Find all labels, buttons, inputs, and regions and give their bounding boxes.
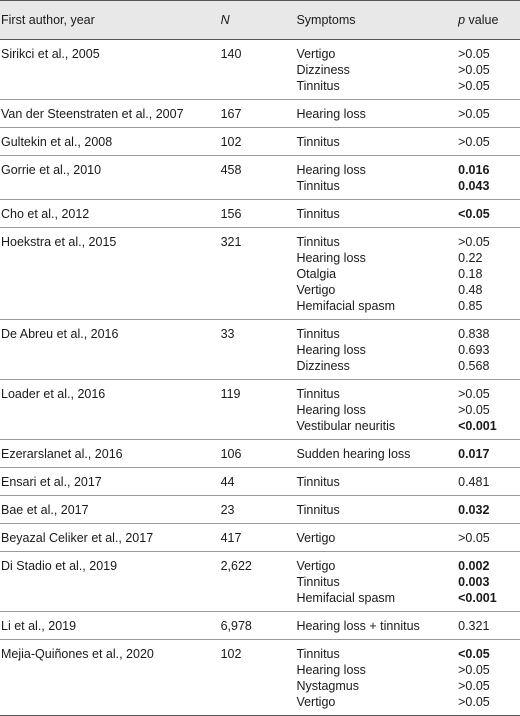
- p-value-cell: [458, 646, 520, 710]
- symptom-text: Tinnitus: [296, 503, 340, 517]
- table-row: [0, 228, 520, 320]
- symptoms-cell: [296, 162, 458, 194]
- header-p-italic: p: [458, 13, 466, 27]
- table-row: [0, 524, 520, 552]
- table-row: [0, 320, 520, 380]
- symptom-text: Tinnitus: [296, 135, 340, 149]
- n-cell: 44: [220, 475, 235, 489]
- symptom-text: Hearing loss: [296, 663, 366, 677]
- table-row: [0, 40, 520, 100]
- n-cell: 458: [220, 163, 242, 177]
- p-value-cell: [458, 558, 520, 606]
- symptom-text: Tinnitus: [296, 575, 340, 589]
- p-value-text: >0.05: [458, 47, 490, 61]
- p-value-cell: [458, 618, 520, 634]
- table-row: [0, 200, 520, 228]
- symptom-text: Tinnitus: [296, 207, 340, 221]
- symptoms-cell: [296, 106, 458, 122]
- p-value-text: >0.05: [458, 63, 490, 77]
- p-value-cell: [458, 46, 520, 94]
- table-row: [0, 496, 520, 524]
- p-value-cell: [458, 474, 520, 490]
- symptom-text: Sudden hearing loss: [296, 447, 411, 461]
- p-value-cell: [458, 326, 520, 374]
- author-cell: Hoekstra et al., 2015: [1, 235, 117, 249]
- n-cell: 2,622: [220, 559, 252, 573]
- symptom-text: Vertigo: [296, 559, 336, 573]
- p-value-text: 0.838: [458, 327, 490, 341]
- symptoms-cell: [296, 618, 458, 634]
- author-cell: Ezerarslanet al., 2016: [1, 447, 123, 461]
- p-value-text: 0.003: [458, 575, 490, 589]
- table-row: [0, 100, 520, 128]
- p-value-text: <0.001: [458, 419, 497, 433]
- p-value-text: >0.05: [458, 663, 490, 677]
- table-row: [0, 468, 520, 496]
- symptom-text: Hearing loss + tinnitus: [296, 619, 420, 633]
- table-header: [0, 0, 520, 40]
- symptoms-cell: [296, 234, 458, 314]
- n-cell: 102: [220, 135, 242, 149]
- n-cell: 156: [220, 207, 242, 221]
- p-value-text: >0.05: [458, 387, 490, 401]
- p-value-cell: [458, 206, 520, 222]
- p-value-cell: [458, 530, 520, 546]
- header-n: N: [220, 13, 230, 27]
- p-value-text: 0.22: [458, 251, 483, 265]
- author-cell: Sirikci et al., 2005: [1, 47, 100, 61]
- symptoms-cell: [296, 474, 458, 490]
- author-cell: Gultekin et al., 2008: [1, 135, 113, 149]
- symptoms-cell: [296, 558, 458, 606]
- p-value-text: 0.48: [458, 283, 483, 297]
- p-value-text: 0.481: [458, 475, 490, 489]
- symptom-text: Hearing loss: [296, 163, 366, 177]
- p-value-text: >0.05: [458, 531, 490, 545]
- table-row: [0, 440, 520, 468]
- p-value-cell: [458, 234, 520, 314]
- p-value-cell: [458, 106, 520, 122]
- table-row: [0, 612, 520, 640]
- symptom-text: Tinnitus: [296, 327, 340, 341]
- symptom-text: Hemifacial spasm: [296, 591, 396, 605]
- p-value-text: <0.05: [458, 207, 490, 221]
- symptom-text: Vertigo: [296, 531, 336, 545]
- p-value-text: >0.05: [458, 403, 490, 417]
- table-row: [0, 380, 520, 440]
- author-cell: Gorrie et al., 2010: [1, 163, 102, 177]
- symptom-text: Vertigo: [296, 283, 336, 297]
- p-value-text: <0.05: [458, 647, 490, 661]
- symptom-text: Vestibular neuritis: [296, 419, 396, 433]
- p-value-text: >0.05: [458, 235, 490, 249]
- p-value-text: 0.568: [458, 359, 490, 373]
- author-cell: Mejia-Quiñones et al., 2020: [1, 647, 154, 661]
- p-value-text: >0.05: [458, 79, 490, 93]
- symptom-text: Vertigo: [296, 47, 336, 61]
- n-cell: 140: [220, 47, 242, 61]
- p-value-cell: [458, 386, 520, 434]
- author-cell: Van der Steenstraten et al., 2007: [1, 107, 184, 121]
- header-author: First author, year: [1, 13, 95, 27]
- symptom-text: Tinnitus: [296, 647, 340, 661]
- n-cell: 321: [220, 235, 242, 249]
- n-cell: 167: [220, 107, 242, 121]
- p-value-text: 0.017: [458, 447, 490, 461]
- author-cell: Li et al., 2019: [1, 619, 77, 633]
- author-cell: Ensari et al., 2017: [1, 475, 102, 489]
- p-value-text: 0.693: [458, 343, 490, 357]
- p-value-text: 0.043: [458, 179, 490, 193]
- n-cell: 6,978: [220, 619, 252, 633]
- n-cell: 417: [220, 531, 242, 545]
- symptom-text: Dizziness: [296, 359, 350, 373]
- author-cell: Cho et al., 2012: [1, 207, 90, 221]
- symptom-text: Tinnitus: [296, 179, 340, 193]
- p-value-text: 0.85: [458, 299, 483, 313]
- p-value-text: 0.032: [458, 503, 490, 517]
- symptom-text: Nystagmus: [296, 679, 359, 693]
- table-row: [0, 640, 520, 716]
- header-p-rest: value: [465, 13, 499, 27]
- n-cell: 33: [220, 327, 235, 341]
- author-cell: Di Stadio et al., 2019: [1, 559, 118, 573]
- symptoms-cell: [296, 326, 458, 374]
- table-row: [0, 128, 520, 156]
- symptoms-cell: [296, 646, 458, 710]
- p-value-text: >0.05: [458, 679, 490, 693]
- symptom-text: Hearing loss: [296, 343, 366, 357]
- symptoms-cell: [296, 206, 458, 222]
- symptoms-cell: [296, 134, 458, 150]
- author-cell: Beyazal Celiker et al., 2017: [1, 531, 154, 545]
- symptoms-cell: [296, 446, 458, 462]
- p-value-text: 0.18: [458, 267, 483, 281]
- symptom-text: Tinnitus: [296, 387, 340, 401]
- symptom-text: Dizziness: [296, 63, 350, 77]
- symptoms-cell: [296, 386, 458, 434]
- symptom-text: Hearing loss: [296, 107, 366, 121]
- n-cell: 102: [220, 647, 242, 661]
- symptom-text: Tinnitus: [296, 235, 340, 249]
- p-value-text: 0.321: [458, 619, 490, 633]
- n-cell: 106: [220, 447, 242, 461]
- table-row: [0, 552, 520, 612]
- p-value-text: 0.002: [458, 559, 490, 573]
- p-value-text: >0.05: [458, 135, 490, 149]
- p-value-cell: [458, 134, 520, 150]
- symptom-text: Hearing loss: [296, 251, 366, 265]
- p-value-text: >0.05: [458, 695, 490, 709]
- n-cell: 119: [220, 387, 241, 401]
- p-value-cell: [458, 446, 520, 462]
- author-cell: De Abreu et al., 2016: [1, 327, 119, 341]
- header-p-value: [458, 12, 520, 28]
- symptom-text: Tinnitus: [296, 79, 340, 93]
- symptom-text: Otalgia: [296, 267, 337, 281]
- header-symptoms: Symptoms: [296, 13, 356, 27]
- p-value-cell: [458, 162, 520, 194]
- symptom-text: Vertigo: [296, 695, 336, 709]
- symptoms-cell: [296, 502, 458, 518]
- n-cell: 23: [220, 503, 235, 517]
- p-value-text: <0.001: [458, 591, 497, 605]
- table-row: [0, 156, 520, 200]
- author-cell: Bae et al., 2017: [1, 503, 89, 517]
- symptoms-cell: [296, 530, 458, 546]
- p-value-text: >0.05: [458, 107, 490, 121]
- symptom-text: Tinnitus: [296, 475, 340, 489]
- table-body: [0, 40, 520, 716]
- p-value-text: 0.016: [458, 163, 490, 177]
- symptom-text: Hearing loss: [296, 403, 366, 417]
- symptoms-cell: [296, 46, 458, 94]
- symptom-text: Hemifacial spasm: [296, 299, 396, 313]
- p-value-cell: [458, 502, 520, 518]
- author-cell: Loader et al., 2016: [1, 387, 106, 401]
